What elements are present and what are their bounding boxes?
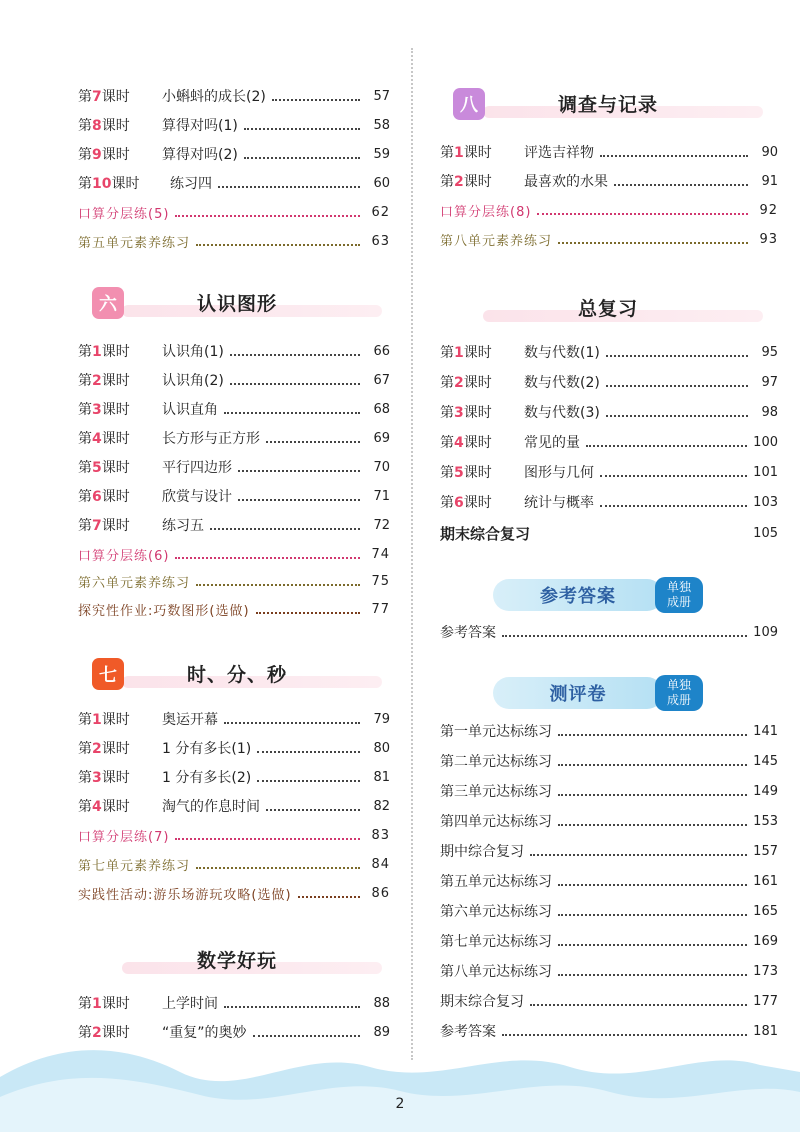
leader-dots (502, 1034, 747, 1036)
unit-7-header (92, 658, 382, 698)
lesson-label: 第5课时 (78, 460, 130, 476)
toc-entry-oral-practice[interactable] (78, 542, 390, 566)
entry-title: 口算分层练(8) (440, 204, 532, 220)
page-number: 177 (753, 993, 778, 1009)
review-header (453, 292, 763, 332)
entry-title: 认识角(2) (162, 373, 224, 389)
lesson-label: 第2课时 (78, 741, 130, 757)
entry-title: 第七单元素养练习 (78, 858, 191, 874)
separate-volume-tag (655, 675, 703, 711)
toc-entry[interactable] (440, 490, 778, 514)
entry-title: 第八单元达标练习 (440, 964, 552, 980)
entry-title: 认识直角 (162, 402, 218, 418)
toc-entry-unit-practice[interactable] (440, 227, 778, 251)
lesson-label: 第6课时 (440, 495, 492, 511)
toc-entry[interactable] (78, 736, 390, 760)
lesson-label: 第1课时 (440, 145, 492, 161)
page-number: 157 (753, 843, 778, 859)
entry-title: 淘气的作息时间 (162, 799, 260, 815)
lesson-label: 第2课时 (440, 375, 492, 391)
page-number: 90 (761, 144, 778, 160)
lesson-label: 第1课时 (78, 712, 130, 728)
toc-entry-unit-practice[interactable] (78, 229, 390, 253)
page-number: 82 (373, 798, 390, 814)
leader-dots (238, 470, 360, 472)
page-number: 59 (373, 146, 390, 162)
toc-entry[interactable] (440, 809, 778, 833)
leader-dots (606, 385, 748, 387)
page-number: 60 (373, 175, 390, 191)
page-number: 109 (753, 624, 778, 640)
toc-entry[interactable] (78, 991, 390, 1015)
entry-title: 欣赏与设计 (162, 489, 232, 505)
entry-title: 练习四 (170, 176, 212, 192)
section-title: 总复习 (577, 298, 638, 320)
page-number: 165 (753, 903, 778, 919)
unit-title: 调查与记录 (557, 94, 658, 116)
lesson-label: 第2课时 (440, 174, 492, 190)
leader-dots (530, 1004, 747, 1006)
page-number: 67 (373, 372, 390, 388)
entry-title: 期末综合复习 (440, 994, 524, 1010)
toc-entry[interactable] (440, 869, 778, 893)
tag-line: 单独 (666, 580, 691, 594)
leader-dots (606, 355, 748, 357)
leader-dots (196, 867, 360, 869)
lesson-label: 第8课时 (78, 118, 130, 134)
leader-dots (537, 213, 748, 215)
entry-title: 第五单元素养练习 (78, 235, 191, 251)
entry-title: 口算分层练(5) (78, 206, 170, 222)
entry-title: 数与代数(1) (524, 345, 600, 361)
entry-title: 第五单元达标练习 (440, 874, 552, 890)
page-number: 72 (373, 517, 390, 533)
toc-entry[interactable] (78, 707, 390, 731)
toc-entry[interactable] (440, 140, 778, 164)
entry-title: 图形与几何 (524, 465, 594, 481)
leader-dots (600, 505, 747, 507)
entry-title: 算得对吗(2) (162, 147, 238, 163)
lesson-label: 第3课时 (440, 405, 492, 421)
page-number: 81 (373, 769, 390, 785)
page-number: 63 (371, 233, 390, 249)
lesson-label: 第6课时 (78, 489, 130, 505)
lesson-label: 第7课时 (78, 518, 130, 534)
page-number: 83 (371, 827, 390, 843)
page-number: 95 (761, 344, 778, 360)
toc-entry[interactable] (78, 426, 390, 450)
page-number: 141 (753, 723, 778, 739)
toc-entry[interactable] (440, 779, 778, 803)
section-title: 数学好玩 (196, 950, 277, 972)
unit-8-header (453, 88, 763, 128)
leader-dots (600, 475, 747, 477)
entry-title: 1 分有多长(1) (162, 741, 252, 757)
entry-title: 认识角(1) (162, 344, 224, 360)
page-number: 100 (753, 434, 778, 450)
page-number: 145 (753, 753, 778, 769)
leader-dots (586, 445, 747, 447)
lesson-label: 第9课时 (78, 147, 130, 163)
toc-entry[interactable] (440, 929, 778, 953)
toc-entry[interactable] (440, 989, 778, 1013)
page-number: 181 (753, 1023, 778, 1039)
page-number: 70 (373, 459, 390, 475)
leader-dots (196, 584, 360, 586)
toc-entry[interactable] (78, 84, 390, 108)
page-number: 62 (371, 204, 390, 220)
lesson-label: 第1课时 (78, 344, 130, 360)
page-number: 92 (759, 202, 778, 218)
toc-entry[interactable] (78, 113, 390, 137)
lesson-label: 第4课时 (78, 431, 130, 447)
page-number: 80 (373, 740, 390, 756)
entry-title: 练习五 (162, 518, 204, 534)
tests-banner (493, 677, 708, 709)
toc-entry-unit-practice[interactable] (78, 569, 390, 593)
tag-line: 单独 (666, 678, 691, 692)
entry-title: 口算分层练(6) (78, 548, 170, 564)
entry-title: 实践性活动:游乐场游玩攻略(选做) (78, 887, 292, 903)
footer-page-number: 2 (395, 1096, 405, 1112)
toc-entry[interactable] (78, 142, 390, 166)
wave-decoration (0, 1037, 800, 1132)
entry-title: 小蝌蚪的成长(2) (162, 89, 266, 105)
toc-entry[interactable] (440, 460, 778, 484)
page-number: 161 (753, 873, 778, 889)
entry-title: 1 分有多长(2) (162, 770, 252, 786)
leader-dots (218, 186, 360, 188)
toc-entry[interactable] (78, 513, 390, 537)
entry-title: 参考答案 (440, 1024, 496, 1040)
page-number: 89 (373, 1024, 390, 1040)
page-number: 84 (371, 856, 390, 872)
toc-entry-oral-practice[interactable] (78, 200, 390, 224)
page-number: 97 (761, 374, 778, 390)
toc-entry-final-review[interactable] (440, 521, 778, 545)
leader-dots (257, 751, 360, 753)
page-number: 98 (761, 404, 778, 420)
toc-entry[interactable] (78, 171, 390, 195)
toc-entry[interactable] (440, 400, 778, 424)
leader-dots (558, 884, 747, 886)
page-number: 149 (753, 783, 778, 799)
leader-dots (224, 722, 360, 724)
leader-dots (558, 974, 747, 976)
leader-dots (558, 944, 747, 946)
lesson-label: 第4课时 (440, 435, 492, 451)
tag-line: 成册 (666, 693, 691, 707)
lesson-label: 第1课时 (440, 345, 492, 361)
leader-dots (558, 914, 747, 916)
page-number: 173 (753, 963, 778, 979)
page-number: 58 (373, 117, 390, 133)
leader-dots (175, 557, 360, 559)
page-number: 91 (761, 173, 778, 189)
entry-title: “重复”的奥妙 (162, 1025, 247, 1041)
unit-6-header (92, 287, 382, 327)
lesson-label: 第10课时 (78, 176, 140, 192)
leader-dots (606, 415, 748, 417)
leader-dots (210, 528, 360, 530)
page-number: 68 (373, 401, 390, 417)
page-number: 57 (373, 88, 390, 104)
toc-entry[interactable] (440, 340, 778, 364)
lesson-label: 第7课时 (78, 89, 130, 105)
toc-entry[interactable] (440, 430, 778, 454)
entry-title: 算得对吗(1) (162, 118, 238, 134)
page-number: 74 (371, 546, 390, 562)
toc-entry[interactable] (78, 339, 390, 363)
page-number: 169 (753, 933, 778, 949)
page-number: 71 (373, 488, 390, 504)
leader-dots (266, 809, 360, 811)
entry-title: 探究性作业:巧数图形(选做) (78, 603, 250, 619)
leader-dots (298, 896, 360, 898)
toc-entry[interactable] (440, 620, 778, 644)
entry-title: 长方形与正方形 (162, 431, 260, 447)
entry-title: 第三单元达标练习 (440, 784, 552, 800)
column-divider (411, 48, 413, 1060)
lesson-label: 第3课时 (78, 770, 130, 786)
unit-badge: 八 (453, 88, 485, 120)
entry-title: 第四单元达标练习 (440, 814, 552, 830)
unit-badge: 七 (92, 658, 124, 690)
lesson-label: 第4课时 (78, 799, 130, 815)
leader-dots (256, 612, 360, 614)
toc-entry[interactable] (440, 169, 778, 193)
tag-line: 成册 (666, 595, 691, 609)
unit-badge: 六 (92, 287, 124, 319)
toc-entry-exploration[interactable] (78, 597, 390, 621)
entry-title: 常见的量 (524, 435, 580, 451)
entry-title: 第六单元素养练习 (78, 575, 191, 591)
entry-title: 最喜欢的水果 (524, 174, 608, 190)
entry-title: 统计与概率 (524, 495, 594, 511)
leader-dots (614, 184, 748, 186)
page-number: 153 (753, 813, 778, 829)
entry-title: 上学时间 (162, 996, 218, 1012)
entry-title: 第六单元达标练习 (440, 904, 552, 920)
page-number: 79 (373, 711, 390, 727)
leader-dots (558, 824, 747, 826)
toc-entry[interactable] (78, 455, 390, 479)
entry-title: 奥运开幕 (162, 712, 218, 728)
toc-entry[interactable] (440, 899, 778, 923)
entry-title: 第一单元达标练习 (440, 724, 552, 740)
leader-dots (558, 734, 747, 736)
toc-entry[interactable] (440, 370, 778, 394)
leader-dots (502, 635, 747, 637)
toc-entry[interactable] (440, 839, 778, 863)
leader-dots (175, 215, 360, 217)
toc-entry-activity[interactable] (78, 881, 390, 905)
answers-banner (493, 579, 708, 611)
leader-dots (558, 764, 747, 766)
entry-title: 参考答案 (440, 625, 496, 641)
leader-dots (257, 780, 360, 782)
toc-entry[interactable] (440, 959, 778, 983)
toc-entry-unit-practice[interactable] (78, 852, 390, 876)
leader-dots (600, 155, 748, 157)
leader-dots (224, 412, 360, 414)
page-number: 105 (753, 525, 778, 541)
leader-dots (244, 157, 360, 159)
leader-dots (244, 128, 360, 130)
page-number: 77 (371, 601, 390, 617)
entry-title: 期末综合复习 (440, 524, 531, 543)
lesson-label: 第1课时 (78, 996, 130, 1012)
banner-label: 参考答案 (493, 579, 663, 611)
lesson-label: 第5课时 (440, 465, 492, 481)
toc-entry[interactable] (78, 397, 390, 421)
toc-entry-oral-practice[interactable] (440, 198, 778, 222)
toc-entry[interactable] (78, 794, 390, 818)
leader-dots (224, 1006, 360, 1008)
separate-volume-tag (655, 577, 703, 613)
page-number: 75 (371, 573, 390, 589)
leader-dots (230, 383, 360, 385)
leader-dots (238, 499, 360, 501)
page-number: 69 (373, 430, 390, 446)
page-number: 88 (373, 995, 390, 1011)
leader-dots (196, 244, 360, 246)
page-number: 103 (753, 494, 778, 510)
leader-dots (266, 441, 360, 443)
entry-title: 平行四边形 (162, 460, 232, 476)
entry-title: 数与代数(3) (524, 405, 600, 421)
leader-dots (530, 854, 747, 856)
page-number: 86 (371, 885, 390, 901)
toc-entry[interactable] (78, 368, 390, 392)
entry-title: 口算分层练(7) (78, 829, 170, 845)
lesson-label: 第2课时 (78, 373, 130, 389)
entry-title: 数与代数(2) (524, 375, 600, 391)
toc-entry[interactable] (78, 484, 390, 508)
toc-entry[interactable] (440, 719, 778, 743)
page-number: 101 (753, 464, 778, 480)
leader-dots (558, 242, 748, 244)
page-number: 66 (373, 343, 390, 359)
toc-entry[interactable] (440, 749, 778, 773)
leader-dots (230, 354, 360, 356)
leader-dots (175, 838, 360, 840)
unit-title: 认识图形 (196, 293, 277, 315)
page-number: 93 (759, 231, 778, 247)
leader-dots (272, 99, 360, 101)
entry-title: 第八单元素养练习 (440, 233, 553, 249)
lesson-label: 第3课时 (78, 402, 130, 418)
unit-title: 时、分、秒 (186, 664, 287, 686)
toc-entry-oral-practice[interactable] (78, 823, 390, 847)
entry-title: 第二单元达标练习 (440, 754, 552, 770)
banner-label: 测评卷 (493, 677, 663, 709)
entry-title: 期中综合复习 (440, 844, 524, 860)
fun-math-header (92, 944, 382, 984)
toc-entry[interactable] (78, 765, 390, 789)
leader-dots (558, 794, 747, 796)
entry-title: 第七单元达标练习 (440, 934, 552, 950)
entry-title: 评选吉祥物 (524, 145, 594, 161)
lesson-label: 第2课时 (78, 1025, 130, 1041)
